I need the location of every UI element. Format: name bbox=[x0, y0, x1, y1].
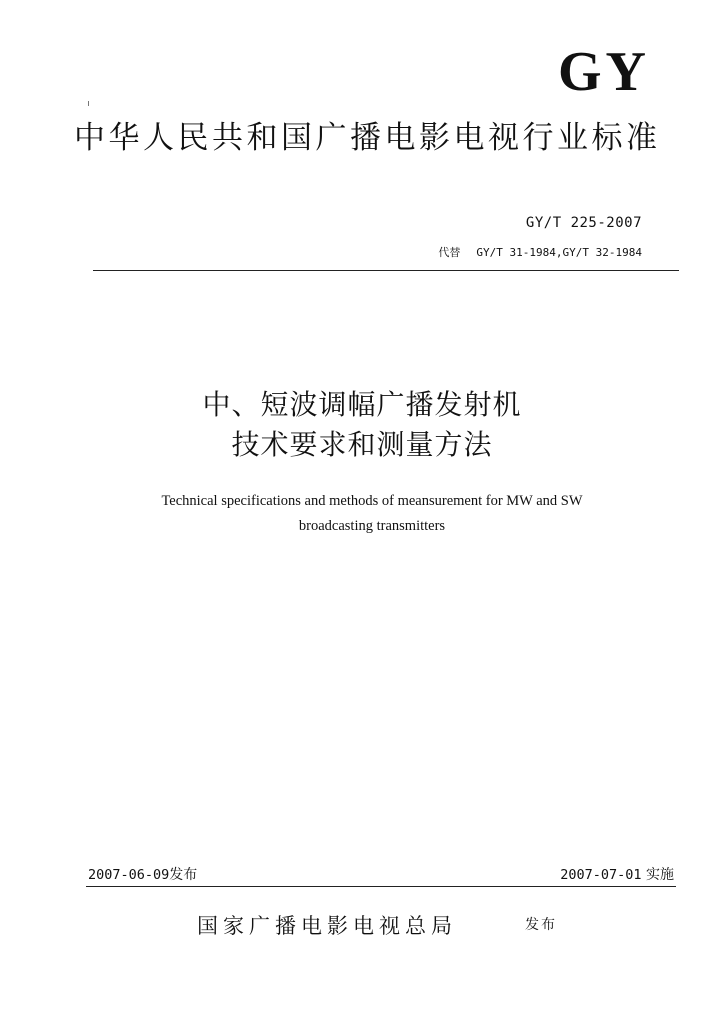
implementation-date-value: 2007-07-01 bbox=[560, 867, 642, 883]
publisher-action: 发布 bbox=[525, 917, 557, 933]
standard-number: GY/T 225-2007 bbox=[525, 215, 642, 231]
implementation-date bbox=[560, 864, 674, 884]
issue-date-label: 发布 bbox=[169, 867, 198, 883]
title-en-line1: Technical specifications and methods of meansurement for MW and SW bbox=[161, 493, 583, 509]
corner-mark bbox=[88, 101, 89, 106]
title-en-line2: broadcasting transmitters bbox=[298, 518, 446, 534]
replaces-standards: GY/T 31-1984,GY/T 32-1984 bbox=[476, 246, 642, 259]
gy-logo: GY bbox=[558, 41, 650, 103]
replaces-label: 代替 bbox=[438, 246, 461, 259]
title-cn-line2: 技术要求和测量方法 bbox=[231, 428, 493, 461]
header-divider bbox=[93, 270, 679, 271]
publisher-name: 国家广播电影电视总局 bbox=[197, 914, 457, 938]
footer-divider bbox=[86, 886, 676, 887]
replaces-line bbox=[438, 244, 642, 260]
standard-organization: 中华人民共和国广播电影电视行业标准 bbox=[74, 120, 661, 156]
issue-date-value: 2007-06-09 bbox=[88, 867, 170, 883]
issue-date bbox=[88, 864, 197, 884]
title-cn-line1: 中、短波调幅广播发射机 bbox=[202, 388, 522, 421]
implementation-date-label: 实施 bbox=[646, 867, 674, 883]
